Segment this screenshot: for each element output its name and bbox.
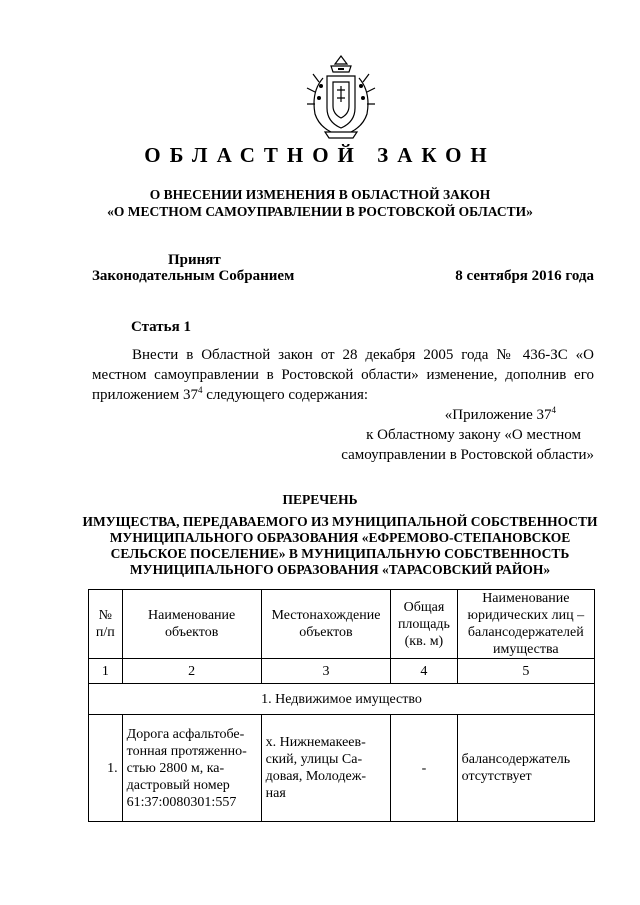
list-title: ПЕРЕЧЕНЬ (282, 492, 358, 507)
appendix-line: самоуправлении в Ростовской области» (341, 447, 594, 463)
document-subtitle (60, 186, 580, 220)
coat-of-arms-emblem (301, 52, 381, 144)
header-text: площадь (397, 616, 450, 632)
cell-line: тонная протяженно- (126, 743, 247, 759)
article-text-superscript: 4 (197, 385, 203, 395)
article-heading: Статья 1 (131, 319, 191, 335)
header-text: объектов (299, 625, 353, 640)
header-text: Наименование (482, 591, 570, 606)
header-balance-holder (457, 590, 594, 659)
column-number: 4 (391, 659, 457, 684)
list-description-line: МУНИЦИПАЛЬНОГО ОБРАЗОВАНИЯ «ТАРАСОВСКИЙ РАЙОН» (129, 562, 551, 577)
table-header-row (89, 590, 595, 659)
cell-line: отсутствует (461, 769, 532, 784)
list-description-line: ИМУЩЕСТВА, ПЕРЕДАВАЕМОГО ИЗ МУНИЦИПАЛЬНОЙ СОБСТВЕННОСТИ (82, 514, 598, 529)
appendix-line: к Областному закону «О местном (366, 427, 581, 443)
property-table (88, 589, 595, 822)
column-number: 1 (89, 659, 123, 684)
cell-line: стью 2800 м, ка- (126, 760, 225, 776)
cell-line: балансодержатель (461, 752, 571, 767)
header-text: Наименование (148, 608, 236, 623)
header-text: (кв. м) (404, 633, 444, 649)
column-number-row (89, 659, 595, 684)
cell-line: ная (265, 786, 286, 801)
adopted-label: Принят (168, 252, 221, 268)
cell-line: довая, Молодеж- (265, 769, 367, 784)
header-text: юридических лиц – (467, 608, 585, 623)
appendix-heading (320, 405, 594, 465)
list-description-line: СЕЛЬСКОЕ ПОСЕЛЕНИЕ» В МУНИЦИПАЛЬНУЮ СОБСТВЕННОСТЬ (110, 546, 570, 561)
subtitle-line: О ВНЕСЕНИИ ИЗМЕНЕНИЯ В ОБЛАСТНОЙ ЗАКОН (149, 187, 491, 202)
cell-line: дастровый номер (126, 777, 230, 793)
article-text-main: Внести в Областной закон от 28 декабря 2005 года № 436-ЗС «О местном самоуправлении в Ростовской области» изменение, дополнив его приложением 37 (92, 347, 594, 403)
article-text-end: следующего содержания: (202, 387, 369, 403)
header-text: Местонахождение (271, 608, 381, 623)
header-text: балансодержателей (467, 625, 584, 640)
column-number: 3 (261, 659, 391, 684)
header-text: п/п (95, 625, 115, 640)
column-number: 2 (122, 659, 261, 684)
section-heading: 1. Недвижимое имущество (89, 684, 595, 715)
appendix-line (320, 405, 594, 425)
list-description-line: МУНИЦИПАЛЬНОГО ОБРАЗОВАНИЯ «ЕФРЕМОВО-СТЕПАНОВСКОЕ (109, 530, 571, 545)
document-title: ОБЛАСТНОЙ ЗАКОН (144, 143, 496, 167)
header-text: Общая (403, 599, 445, 615)
table-row (89, 715, 595, 822)
header-number (89, 590, 123, 659)
cell-line: Дорога асфальтобе- (126, 726, 245, 742)
subtitle-line: «О МЕСТНОМ САМОУПРАВЛЕНИИ В РОСТОВСКОЙ ОБЛАСТИ» (107, 204, 533, 219)
cell-line: 61:37:0080301:557 (126, 794, 237, 810)
adopted-date: 8 сентября 2016 года (455, 268, 594, 284)
section-row (89, 684, 595, 715)
article-text (92, 345, 594, 405)
list-description (80, 514, 600, 578)
header-text: № (98, 608, 112, 623)
cell-line: ский, улицы Са- (265, 752, 363, 767)
column-number: 5 (457, 659, 594, 684)
balance-holder (457, 715, 594, 822)
header-text: имущества (492, 642, 559, 657)
appendix-line-text: «Приложение 37 (444, 407, 552, 423)
object-location (261, 715, 391, 822)
object-area: - (391, 715, 457, 822)
header-name (122, 590, 261, 659)
header-area (391, 590, 457, 659)
appendix-superscript: 4 (551, 405, 556, 415)
object-name (122, 715, 261, 822)
header-location (261, 590, 391, 659)
cell-line: х. Нижнемакеев- (265, 735, 366, 750)
adopted-by: Законодательным Собранием (92, 268, 295, 284)
row-number: 1. (89, 715, 123, 822)
header-text: объектов (164, 625, 219, 640)
